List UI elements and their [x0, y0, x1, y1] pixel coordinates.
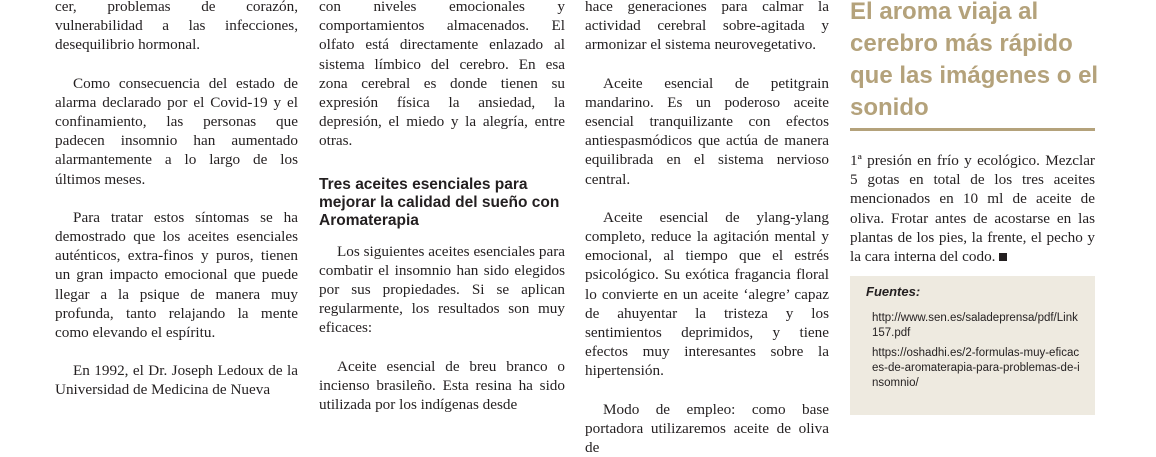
- paragraph: Para tratar estos síntomas se ha demostrado que los aceites esenciales auténticos, extra-finos y puros, tienen un gran impacto emocional que puede llegar a la psique de manera muy profunda, tanto relajando la mente como elevando el espíritu.: [55, 208, 298, 342]
- article-column-1: [55, 0, 298, 400]
- paragraph: Como consecuencia del estado de alarma declarado por el Covid-19 y el confinamiento, las personas que padecen insomnio han aumentado alarmantemente a lo largo de los últimos meses.: [55, 74, 298, 188]
- paragraph: Aceite esencial de breu branco o incienso brasileño. Esta resina ha sido utilizada por los indígenas desde: [319, 357, 565, 414]
- sources-box: [850, 276, 1095, 415]
- paragraph: Aceite esencial de petitgrain mandarino. Es un poderoso aceite esencial tranquilizante con efectos antiespasmódicos que actúa de manera equilibrada en el sistema nervioso central.: [585, 74, 829, 188]
- paragraph: cer, problemas de corazón, vulnerabilidad a las infecciones, desequilibrio hormonal.: [55, 0, 298, 54]
- pull-quote-title: El aroma viaja al cerebro más rápido que las imágenes o el sonido: [850, 0, 1099, 121]
- source-link[interactable]: https://oshadhi.es/2-formulas-muy-eficaces-de-aromaterapia-para-problemas-de-insomnio/: [872, 347, 1080, 389]
- article-column-2: [319, 0, 565, 414]
- paragraph: hace generaciones para calmar la actividad cerebral sobre-agitada y armonizar el sistema neurovegetativo.: [585, 0, 829, 54]
- end-of-article-mark: [999, 253, 1007, 261]
- paragraph: Aceite esencial de ylang-ylang completo, reduce la agitación mental y emocional, al tiempo que el estrés psicológico. Su exótica fragancia floral lo convierte en un aceite ‘alegre’ capaz de ahuyentar la tristeza y los sentimientos deprimidos, y tiene efectos muy interesantes sobre la hipertensión.: [585, 208, 829, 380]
- source-link[interactable]: http://www.sen.es/saladeprensa/pdf/Link157.pdf: [872, 312, 1078, 339]
- sidebar-paragraph: [850, 151, 1095, 266]
- sidebar-text: 1ª presión en frío y ecológico. Mezclar 5 gotas en total de los tres aceites mencionados en 10 ml de aceite de oliva. Frotar antes de acostarse en las plantas de los pies, la frente, el pecho y la cara interna del codo.: [850, 152, 1095, 266]
- section-heading: Tres aceites esenciales para mejorar la calidad del sueño con Aromaterapia: [319, 175, 560, 229]
- paragraph: con niveles emocionales y comportamientos almacenados. El olfato está directamente enlazado al sistema límbico del cerebro. En esa zona cerebral es donde tienen su expresión física la ansiedad, la depresión, el miedo y la alegría, entre otras.: [319, 0, 565, 150]
- paragraph: En 1992, el Dr. Joseph Ledoux de la Universidad de Medicina de Nueva: [55, 362, 298, 399]
- paragraph: Modo de empleo: como base portadora utilizaremos aceite de oliva de: [585, 400, 829, 457]
- sources-label: Fuentes:: [866, 284, 921, 299]
- paragraph: Los siguientes aceites esenciales para combatir el insomnio han sido elegidos por sus propiedades. Si se aplican regularmente, los resultados son muy eficaces:: [319, 242, 565, 337]
- article-column-3: [585, 0, 829, 457]
- divider: [850, 128, 1095, 131]
